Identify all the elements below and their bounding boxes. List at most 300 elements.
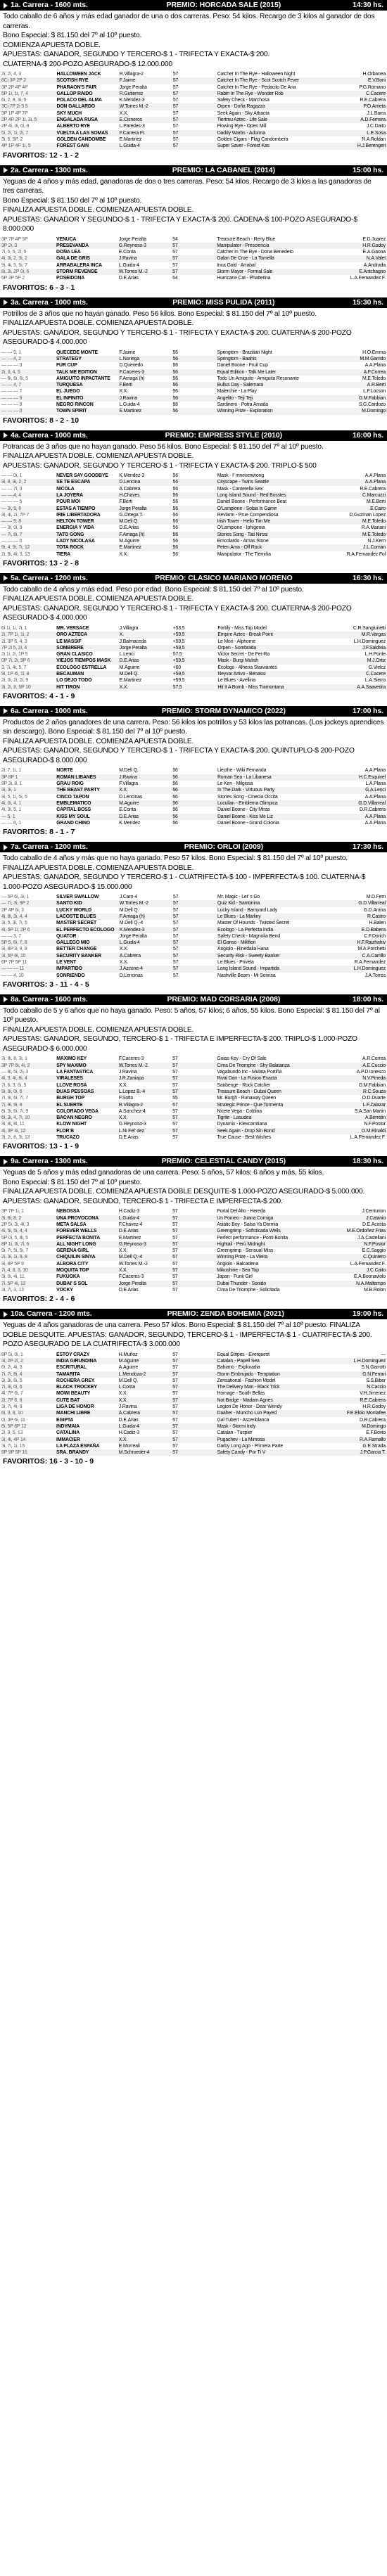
runner-trainer: M.Domingo xyxy=(341,408,387,414)
runner-pedigree: Flowing Rye - Open Mill xyxy=(217,124,267,129)
runner-name: QUATOR xyxy=(56,933,77,939)
runner-name: FUR CUP xyxy=(56,363,77,369)
runner-weight: 57 xyxy=(172,1235,178,1241)
runner-weight: 57 xyxy=(171,1089,215,1095)
runner-name: MASTER SECRET xyxy=(56,921,97,926)
runner-trainer: P.O.Arrieta xyxy=(341,103,387,110)
runner-jockey: X.X. xyxy=(119,960,129,966)
runner-name: META SALSA xyxy=(56,1222,87,1227)
runner-form: 7i, 3i, 0i, 6 xyxy=(0,1384,55,1390)
race-condition-line: APUESTAS: GANADOR, SEGUNDO Y TERCERO-$ 1 - TRIFECTA Y EXACTA-$ 200. TRIPLO-$ 500 xyxy=(3,461,317,470)
runner-pedigree: Long Island Sound - Impartida xyxy=(216,966,341,972)
runner-name: IMPARTIDO xyxy=(55,966,118,972)
runner-pedigree: Springtom - Baahis xyxy=(216,356,342,362)
runner-trainer: R.A.Mariani xyxy=(361,525,386,531)
triangle-right-icon xyxy=(4,300,8,305)
runner-pedigree: Homage - South Bellas xyxy=(217,1391,265,1397)
runner-weight: 56 xyxy=(172,820,178,826)
table-row xyxy=(0,1404,387,1410)
runner-trainer: R.E.Cabrera xyxy=(360,98,386,103)
runner-name: FUKUOKA xyxy=(56,1274,80,1280)
runner-jockey: F.Caceres-3 xyxy=(118,369,171,376)
race-number: 9a. Carrera - 1300 mts. xyxy=(11,1157,88,1166)
runner-weight: 56 xyxy=(172,532,216,538)
table-row xyxy=(0,1352,387,1358)
runner-form: — — 4, 4 xyxy=(0,492,55,499)
runner-form: 6P 7P 5P 11 xyxy=(1,960,27,966)
race-condition-line: Bono Especial: $ 81.150 del 7º al 10º puesto. xyxy=(3,196,142,205)
table-row xyxy=(0,807,387,813)
runner-weight: 54 xyxy=(172,276,178,281)
runner-form: 3i, 8P 5P 9 xyxy=(1,1261,24,1267)
runner-trainer: G.E.Strada xyxy=(362,1443,386,1449)
table-row xyxy=(0,800,387,807)
runner-pedigree: Angiolo - Rinedalia Hana xyxy=(217,947,269,952)
runner-trainer: G.D.Villarreal xyxy=(341,900,387,906)
table-row xyxy=(0,973,387,979)
runner-form: — — — 7 xyxy=(1,389,23,395)
runner-weight: +59,5 xyxy=(172,671,217,677)
runner-form: 4i, 0i, 4, 1 xyxy=(0,800,55,807)
runner-form: 6i, 3i, 4, 7i, 10 xyxy=(0,1115,55,1121)
table-row xyxy=(0,382,387,388)
runner-name: ROCHERA GREY xyxy=(56,1378,95,1383)
runner-trainer: R.C.Souza xyxy=(341,1089,387,1095)
table-row xyxy=(0,1384,387,1390)
runner-pedigree: Nashville Beam - Mi Sonrisa xyxy=(217,973,276,978)
table-row xyxy=(0,774,387,781)
runner-name: INDYMAIA xyxy=(55,1423,118,1430)
table-row xyxy=(0,1063,387,1069)
runner-name: LE MASSIF xyxy=(56,639,82,644)
race-condition-line: Yeguas de 5 años y más edad ganadoras de una carrera. Peso: 5 años, 57 kilos; 6 años y más, 55 kilos. xyxy=(3,1169,324,1177)
table-row xyxy=(0,1102,387,1108)
runner-jockey: E.Cisneros xyxy=(118,117,172,123)
runner-jockey: W.Torres M.-2 xyxy=(118,103,172,110)
table-row xyxy=(0,1267,387,1274)
runners-table xyxy=(0,350,387,415)
runner-pedigree: Angelito - Teji Teji xyxy=(216,395,342,402)
runner-trainer: N.F.Postor xyxy=(364,1122,386,1127)
triangle-right-icon xyxy=(4,708,8,714)
race-time: 16:30 hs. xyxy=(352,573,383,582)
runner-trainer: S.S.Biber xyxy=(366,1378,386,1383)
runner-trainer: H.R.Godoy xyxy=(341,243,387,249)
runner-name: ENERGIA Y VIDA xyxy=(56,525,94,531)
runner-jockey: M.Aguirre xyxy=(119,665,140,670)
runner-pedigree: O'Lampione - Iphigenia xyxy=(217,525,265,531)
table-row xyxy=(0,538,387,544)
race-section xyxy=(0,573,387,702)
runner-weight: 57 xyxy=(172,1261,178,1267)
runner-weight: 57 xyxy=(172,1378,178,1383)
runner-trainer: M.B.Rolon xyxy=(364,1287,386,1293)
runner-weight: 56 xyxy=(172,499,178,505)
runner-trainer: J.C.Daito xyxy=(367,124,386,129)
race-condition-line: FINALIZA APUESTA DOBLE. COMIENZA APUESTA DOBLE. xyxy=(3,452,194,461)
race-condition-line: COMIENZA APUESTA DOBLE. xyxy=(3,41,101,49)
runner-form: — — — 5 xyxy=(1,499,23,505)
runner-name: ALL NIGHT LONG xyxy=(55,1241,118,1248)
runner-pedigree: Revlarm - Prue Compendiosa xyxy=(217,512,279,518)
runner-pedigree: Un Pomeo - Juana Corniga xyxy=(215,1215,341,1222)
runner-name: GALLEGO MIO xyxy=(55,940,118,946)
runner-jockey: D.Quevedo xyxy=(119,363,143,369)
runner-trainer: E.A.Gaona xyxy=(362,250,386,255)
runner-pedigree: Security Risk - Sweety Banker xyxy=(216,953,341,959)
runner-jockey: J.Ravina xyxy=(118,255,171,262)
runner-pedigree: Lucullan - Emblema Olimpica xyxy=(216,800,341,807)
runner-trainer: J.Centurion xyxy=(362,1209,386,1215)
runner-trainer: H.Balen xyxy=(369,921,386,926)
table-row xyxy=(0,632,387,638)
table-row xyxy=(0,123,387,129)
runner-jockey: Jorge Peralta xyxy=(118,1281,171,1287)
runner-jockey: D.E.Arias xyxy=(118,276,139,281)
runner-trainer: A.D.Ferreira xyxy=(341,117,387,123)
runner-pedigree: Greengrimp - Sensual Miss xyxy=(217,1248,274,1254)
runner-trainer: O.D.Duarte xyxy=(362,1096,386,1101)
race-number: 3a. Carrera - 1000 mts. xyxy=(11,297,88,307)
table-row xyxy=(0,249,387,255)
runner-weight: 57,5 xyxy=(172,684,217,691)
race-condition-line: FINALIZA APUESTA DOBLE. COMIENZA APUESTA DOBLE. xyxy=(3,1025,194,1034)
runner-name: COLORADO VEGA xyxy=(56,1108,99,1114)
runner-name: SPY MAXIMO xyxy=(55,1063,118,1069)
runner-pedigree: Victor Secret - De Fer-Ra xyxy=(217,652,270,658)
runner-form: — 6i, 6i, 6i, 5 xyxy=(1,376,28,381)
runner-weight: 56 xyxy=(172,781,178,787)
runner-weight: 56 xyxy=(172,544,216,551)
table-row xyxy=(0,492,387,499)
runner-jockey: E.Martinez xyxy=(118,544,171,551)
runner-name: BACAN NEGRO xyxy=(55,1115,118,1121)
runner-name: KISS MY SOUL xyxy=(55,814,118,820)
runner-pedigree: Seek Again - Sky Attracta xyxy=(217,110,269,116)
favoritos-line: FAVORITOS: 16 - 3 - 10 - 9 xyxy=(3,1457,94,1466)
runner-jockey: F.Arriaga (h) xyxy=(118,914,172,920)
runner-name: VENUCA xyxy=(56,236,77,242)
runner-weight: 56 xyxy=(172,402,178,408)
runner-weight: 57 xyxy=(172,1365,178,1371)
runner-pedigree: Irish Tower - Hello Tim Me xyxy=(216,518,341,525)
runner-pedigree: Le Blues - La Marliny xyxy=(216,914,341,920)
runner-pedigree: Storm Mayor - Formal Sale xyxy=(215,269,341,275)
runner-jockey: Jorge Peralta xyxy=(118,506,171,512)
table-row xyxy=(0,907,387,914)
runner-form: 7i, 6, 3, 6i, 5 xyxy=(1,1082,27,1088)
runner-form: 7i, 7i, 8i, 4 xyxy=(0,1371,55,1378)
table-row xyxy=(0,794,387,800)
runner-name: HALLOWEEN JACK xyxy=(56,72,101,77)
runner-form: 5P 3P 5P 2 xyxy=(1,276,25,281)
runner-trainer: C.F.Dorich xyxy=(364,933,386,939)
race-condition-line: APUESTAS: GANADOR Y SEGUNDO-$ 1 - TRIFECTA Y EXACTA-$ 200. CADENA-$ 100-POZO ASEGURADO-$ 8.000.000 xyxy=(3,215,357,233)
table-row xyxy=(0,781,387,787)
runner-weight: 57 xyxy=(171,1215,215,1222)
runner-weight: 57 xyxy=(171,1254,215,1260)
triangle-right-icon xyxy=(4,3,8,8)
runner-name: CATALINA xyxy=(56,1430,80,1436)
runner-weight: 56 xyxy=(172,389,178,395)
runner-pedigree: Japan - Funk Girl xyxy=(217,1274,253,1280)
runner-jockey: G.Reynoso-3 xyxy=(118,1122,146,1127)
runner-pedigree: Ecologo - La Perfecta India xyxy=(216,927,341,933)
runner-form: 2i, 7P 6, 8 xyxy=(0,1397,55,1404)
runner-weight: 56 xyxy=(171,395,215,402)
favoritos-line: FAVORITOS: 8 - 1 - 7 xyxy=(3,828,75,837)
runner-pedigree: Dynamix - Klexcamtiana xyxy=(217,1122,267,1127)
runner-name: NORTE xyxy=(56,768,73,774)
runner-form: 2i, 9, 5, 13 xyxy=(1,1430,23,1436)
table-row xyxy=(0,362,387,369)
runner-pedigree: O'Lampione - Sobia Is Game xyxy=(216,506,341,512)
runner-trainer: M.E.Toledo xyxy=(362,376,386,381)
runner-form: — — 7i, 3 xyxy=(1,486,23,492)
runner-pedigree: Catcher In The Rye - Scot Scotch Fever xyxy=(216,77,341,84)
runner-form: 5P 5, 6i, 7, 8 xyxy=(0,940,55,946)
runner-form: 3P 1P 4P 7P xyxy=(1,110,28,116)
runner-name: ORO AZTECA xyxy=(55,632,118,638)
runner-form: — — — 0 xyxy=(1,539,23,544)
runner-jockey: F.Arriaga (h) xyxy=(119,376,145,381)
runner-weight: 56 xyxy=(171,800,216,807)
race-condition-line: Potrillos de 3 años que no hayan ganado. Peso 56 kilos. Bono Especial: $ 81.150 del 7º al 10º puesto. xyxy=(3,309,317,318)
runner-trainer: — xyxy=(381,1352,386,1357)
runner-trainer: M.E.Ordoñez Frias xyxy=(341,1228,387,1234)
race-number: 6a. Carrera - 1000 mts. xyxy=(11,706,88,715)
runner-form: — — 4, 10 xyxy=(1,973,24,978)
runner-name: KLOW NIGHT xyxy=(56,1122,87,1127)
runner-jockey: W.Torres M.-2 xyxy=(118,900,172,906)
runner-jockey: J.Balmaceda xyxy=(119,639,146,644)
table-row xyxy=(0,671,387,677)
runner-name: LIGA DE HONOR xyxy=(56,1404,94,1410)
runner-pedigree: Greengrimp - Sofisticada Wells xyxy=(215,1228,341,1234)
race-condition-line: FINALIZA APUESTA DOBLE. COMIENZA APUESTA DOBLE. xyxy=(3,864,194,872)
runner-name: CUTE BAT xyxy=(55,1397,118,1404)
runner-form: 6i, 2, 8, 3i, 5 xyxy=(1,98,27,103)
runners-table xyxy=(0,236,387,282)
runners-table xyxy=(0,473,387,558)
runner-name: GRAU ROIG xyxy=(56,781,84,787)
runner-form: 0i, 3P 6i, 11 xyxy=(1,1417,25,1423)
table-row xyxy=(0,1082,387,1089)
runner-weight: 56 xyxy=(171,356,215,362)
runner-weight: 57 xyxy=(171,1228,215,1234)
runner-name: ESTAS A TIEMPO xyxy=(55,506,118,512)
runner-trainer: C.A.Carrillo xyxy=(341,953,387,959)
table-row xyxy=(0,814,387,820)
race-premio: PREMIO: ORLOI (2009) xyxy=(184,842,264,852)
runner-trainer: V.H.Jimenez xyxy=(360,1391,386,1397)
table-row xyxy=(0,479,387,485)
runner-jockey: K.Mendez xyxy=(119,820,141,826)
runner-pedigree: Sardinero - Potra Amada xyxy=(217,402,268,408)
runner-jockey: X.X. xyxy=(119,110,129,116)
runner-name: FOREST GAIN xyxy=(56,143,118,149)
runner-name: PERFECTA BONITA xyxy=(56,1235,101,1241)
runner-pedigree: Peten Arva - Off Rock xyxy=(216,544,341,551)
runner-form: 9i, 1P 4i, 1i, 8 xyxy=(0,671,55,677)
race-premio: PREMIO: ZENDA BOHEMIA (2021) xyxy=(167,1309,284,1319)
runner-form: 2i, 7, 1i, 1 xyxy=(1,768,22,774)
runner-jockey: M.Dell Q. xyxy=(118,518,171,525)
runner-weight: 57 xyxy=(172,91,216,97)
table-row xyxy=(0,243,387,249)
runner-trainer: R.A.Roldan xyxy=(362,136,386,142)
race-condition-line: APUESTAS: GANADOR, SEGUNDO Y TERCERO-$ 1 - TRIFECTA Y EXACTA-$ 200. xyxy=(3,51,270,58)
runner-name: SOMBRERE xyxy=(55,645,118,651)
runner-weight: 57 xyxy=(173,960,179,966)
runner-trainer: R.A.Fernandez Fol xyxy=(346,551,386,557)
table-row xyxy=(0,1134,387,1141)
runner-pedigree: Neyvar Artivo - Benassi xyxy=(216,671,341,677)
runner-jockey: A.Cabrera xyxy=(119,486,141,492)
runner-pedigree: Le Blues - Avellina xyxy=(217,678,256,684)
table-row xyxy=(0,262,387,269)
runner-form: — — 9, 1 xyxy=(1,350,21,355)
table-row xyxy=(0,1423,387,1430)
runner-jockey: H.Cadiz-3 xyxy=(118,1430,140,1436)
table-row xyxy=(0,933,387,940)
runner-form: 7i, 9i, 9i, 8 xyxy=(0,1102,55,1108)
runner-jockey: L.Guida-4 xyxy=(118,1215,171,1222)
runner-jockey: D.E.Arias xyxy=(118,1287,139,1293)
race-condition-line: Potrancas de 3 años que no hayan ganado. Peso 56 kilos. Bono Especial: $ 81.150 del 7º al 10º puesto. xyxy=(3,442,324,451)
runner-jockey: X.X. xyxy=(118,1267,171,1274)
runner-trainer: A.A.Plana xyxy=(364,820,386,826)
runner-name: LLOVE ROSA xyxy=(56,1082,87,1088)
runner-pedigree: Manipulator - The Tiemiña xyxy=(217,551,271,557)
race-header xyxy=(0,1309,387,1319)
runner-pedigree: In The Dark - Virtuous Party xyxy=(216,787,341,793)
runner-trainer: N.A.Maltempo xyxy=(341,1281,387,1287)
runner-jockey: M.Dell Q. xyxy=(119,768,139,774)
runner-form: 3, 7i, 4i, 5, 7 xyxy=(1,665,27,670)
runner-form: — — 3, 7 xyxy=(1,933,21,939)
runner-trainer: D.Guzman Lopez xyxy=(349,512,386,518)
runner-form: — 8i, 5i, 2i, 3 xyxy=(1,1070,28,1075)
runner-jockey: D.E.Arias xyxy=(118,658,172,664)
race-premio: PREMIO: CLASICO MARIANO MORENO xyxy=(155,573,293,582)
table-row xyxy=(0,959,387,966)
runner-name: NICOLA xyxy=(56,486,75,492)
runner-trainer: M.Domingo xyxy=(341,1423,387,1430)
runner-trainer: R.A.Ramallo xyxy=(341,1437,387,1443)
runner-trainer: F.E.Eloio Montafee xyxy=(341,1410,387,1416)
runner-trainer: C.Cacere xyxy=(341,91,387,97)
table-row xyxy=(0,376,387,382)
runner-weight: 57 xyxy=(172,84,179,90)
table-row xyxy=(0,551,387,558)
race-condition-line: Yeguas de 4 años y más edad, ganadoras de dos o tres carreras. Peso: 54 kilos. Recargo de 3 kilos a las ganadoras de tres carreras. xyxy=(3,177,372,196)
runner-pedigree: Not Bridge - Madam Agnes xyxy=(216,1397,341,1404)
runner-name: SRA. BRANDY xyxy=(55,1449,118,1456)
runner-pedigree: Zensational - Fashion Model xyxy=(217,1378,276,1383)
runner-form: 2i, 7P 1i, 1i, 2 xyxy=(0,632,55,638)
runner-weight: 57 xyxy=(172,1082,178,1088)
runner-jockey: D.Lencinas xyxy=(119,794,143,800)
runner-pedigree: Daaher - Muncho Lun Payed xyxy=(216,1410,341,1416)
runner-name: MOWI BEAUTY xyxy=(56,1391,91,1397)
runner-weight: 57 xyxy=(172,262,178,268)
runner-name: TIERA xyxy=(56,551,71,557)
runner-form: 3i, 8P 3, 9, 9 xyxy=(1,947,27,952)
runner-pedigree: Pugachev - La Mimosa xyxy=(216,1437,341,1443)
runner-trainer: C.Marcuzzi xyxy=(341,492,387,499)
runner-form: 2i, 3i, 1i, 9, 8 xyxy=(0,1254,55,1260)
runner-weight: 57 xyxy=(172,1070,178,1075)
runner-pedigree: Treasure Beach - Reny Blue xyxy=(217,236,276,242)
runner-jockey: W.Torres M.-2 xyxy=(118,269,171,275)
runners-table xyxy=(0,1352,387,1456)
table-row xyxy=(0,677,387,684)
triangle-right-icon xyxy=(4,1312,8,1317)
runner-pedigree: Liecthe - Wiki Fernanda xyxy=(217,768,267,774)
runner-name: NEVER SAY GOODBYE xyxy=(56,473,108,479)
runner-form: 4i, 5i, 5i, 4, 4 xyxy=(0,1228,55,1234)
table-row xyxy=(0,408,387,414)
runner-pedigree: Rival Dan - La Fusion Exacta xyxy=(215,1075,341,1082)
race-header xyxy=(0,1156,387,1167)
runner-weight: 57 xyxy=(172,72,179,77)
runner-jockey: F.Berti xyxy=(118,382,171,388)
runner-name: GRAND CHINO xyxy=(56,820,90,826)
runner-name: BECAUMAN xyxy=(55,671,118,677)
runner-name: ROMAN LIBANES xyxy=(55,774,118,781)
runner-weight: 57 xyxy=(171,1423,215,1430)
table-row xyxy=(0,1287,387,1293)
table-row xyxy=(0,1215,387,1222)
runner-weight: 57 xyxy=(172,1352,178,1357)
runner-trainer: E.D.Babera xyxy=(341,927,387,933)
runner-pedigree: Tigrite - Lasudea xyxy=(215,1115,341,1121)
runner-pedigree: Mr. Magic - Let' s Go xyxy=(217,895,260,900)
runner-form: 5P 9P 5P 16 xyxy=(0,1449,55,1456)
runner-form: — — 8, 1 xyxy=(1,820,21,826)
runner-jockey: L.Ni Fel' dez xyxy=(118,1128,171,1134)
table-row xyxy=(0,927,387,933)
runner-weight: 57 xyxy=(171,1241,215,1248)
runner-name: POLACO DEL ALMA xyxy=(56,98,102,103)
table-row xyxy=(0,388,387,395)
table-row xyxy=(0,1108,387,1115)
table-row xyxy=(0,1235,387,1241)
runner-name: LA FANTASTICA xyxy=(56,1070,94,1075)
runner-pedigree: Manipulator - Presciencia xyxy=(215,243,341,249)
runner-jockey: A.Cabrera xyxy=(118,953,172,959)
race-section xyxy=(0,297,387,426)
runner-weight: 57 xyxy=(172,98,179,103)
runner-trainer: M.M.Garrido xyxy=(341,356,387,362)
race-time: 19:00 hs. xyxy=(352,1309,383,1319)
runner-weight: 57 xyxy=(172,1108,178,1114)
runner-jockey: D.Lencinas xyxy=(119,973,143,978)
table-row xyxy=(0,512,387,518)
runner-form: 4i, 5P 1i, 2P 6 xyxy=(0,927,55,933)
runner-jockey: M.Aguirre xyxy=(119,539,139,544)
runner-pedigree: Master Of Hounds - Twisted Secret xyxy=(217,921,290,926)
runner-pedigree: Equal Stripes - Everquest xyxy=(217,1352,269,1357)
race-time: 16:00 hs. xyxy=(352,430,383,440)
runner-weight: 57 xyxy=(173,947,179,952)
runner-weight: 57 xyxy=(172,1209,178,1215)
runner-weight: 57 xyxy=(171,1063,215,1069)
runner-form: 2i 1i, 2i, 1P 5 xyxy=(1,652,28,658)
table-row xyxy=(0,369,387,376)
runner-weight: 57 xyxy=(171,1384,215,1390)
